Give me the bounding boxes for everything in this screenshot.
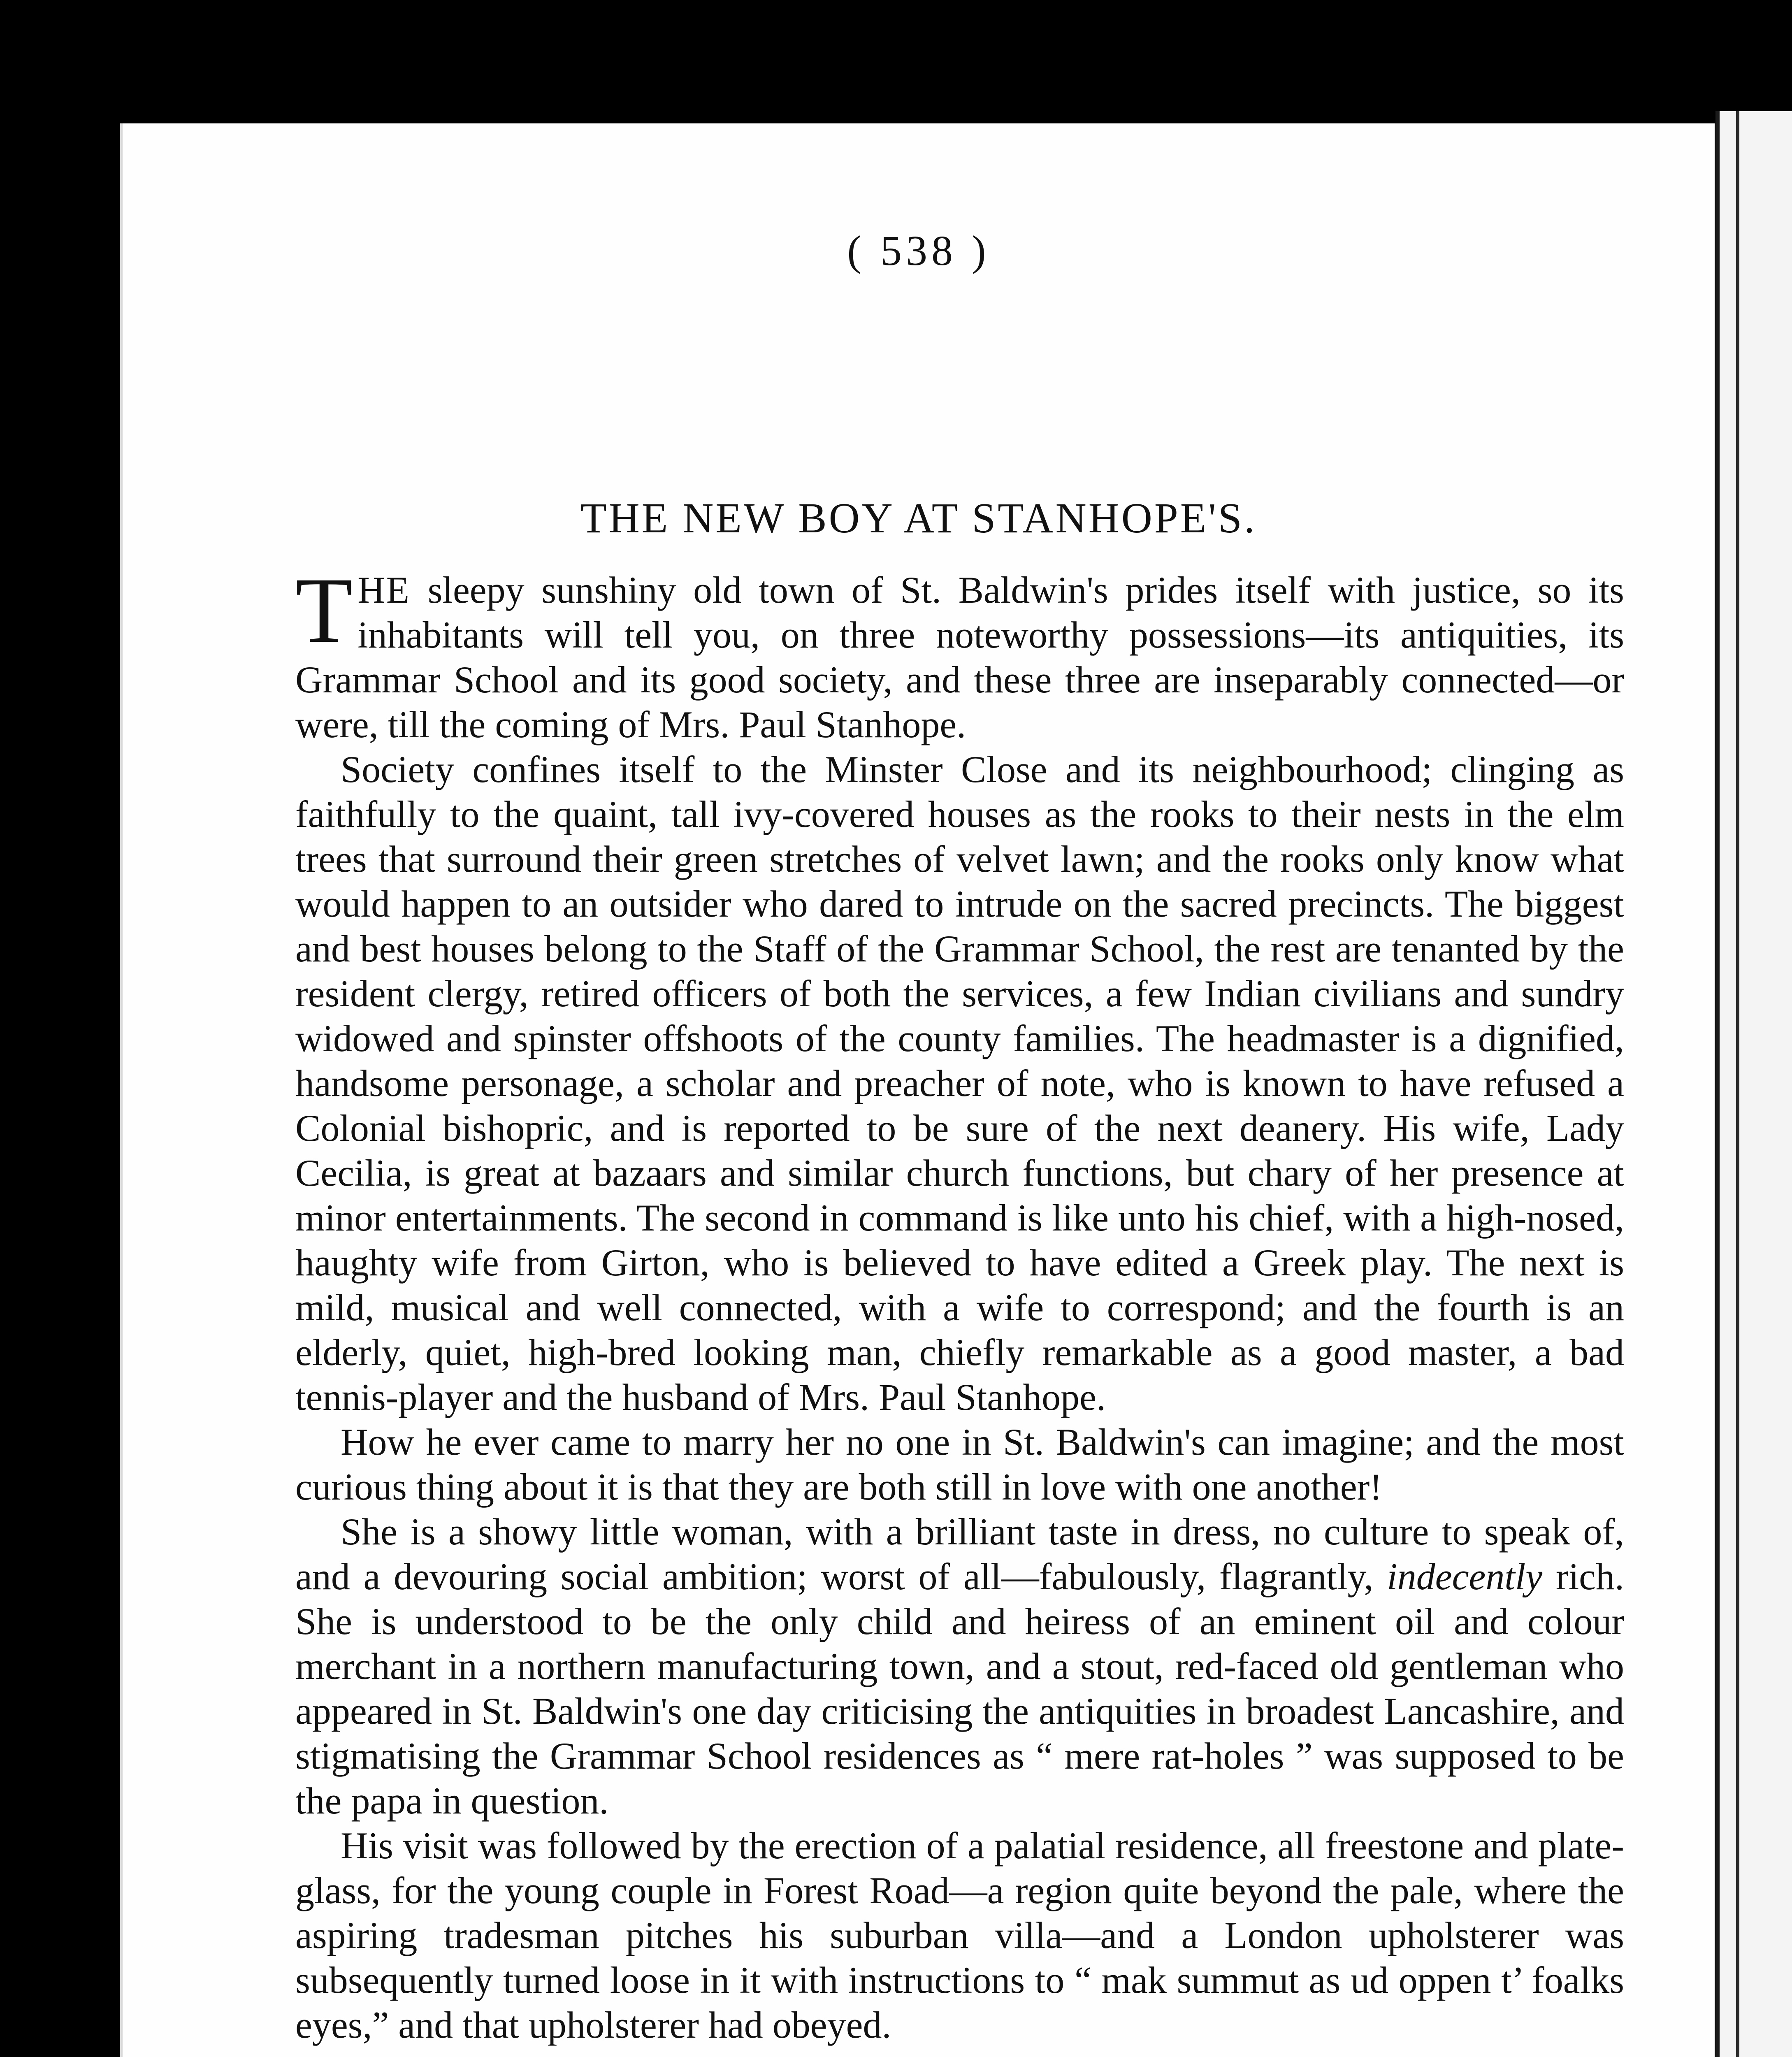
paragraph-4-text-b: rich. She is understood to be the only child and heiress of an eminent oil and colour merchant in a northern manufacturing town, and a stout, red-faced old gentleman who appeared in St. Baldwin's one day criticising the antiquities in broadest Lancashire, and stigmatising the Grammar School residences as “ mere rat-holes ” was supposed to be the papa in question. xyxy=(295,1556,1625,1822)
drop-cap: T xyxy=(295,559,353,662)
paragraph-1 xyxy=(295,559,1624,747)
opening-word: HE xyxy=(357,569,411,611)
paragraph-3: How he ever came to marry her no one in St. Baldwin's can imagine; and the most curious thing about it is that they are both still in love with one another! xyxy=(295,1421,1624,1508)
paragraph-2: Society confines itself to the Minster Close and its neighbourhood; clinging as faithfully to the quaint, tall ivy-covered houses as the rooks to their nests in the elm trees that surround their green stretches of velvet lawn; and the rooks only know what would happen to an outsider who dared to intrude on the sacred precincts. The biggest and best houses belong to the Staff of the Grammar School, the rest are tenanted by the resident clergy, retired officers of both the services, a few Indian civilians and sundry widowed and spinster offshoots of the county families. The headmaster is a dignified, handsome personage, a scholar and preacher of note, who is known to have refused a Colonial bishopric, and is reported to be sure of the next deanery. His wife, Lady Cecilia, is great at bazaars and similar church functions, but chary of her presence at minor entertainments. The second in command is like unto his chief, with a high-nosed, haughty wife from Girton, who is believed to have edited a Greek play. The next is mild, musical and well connected, with a wife to correspond; and the fourth is an elderly, quiet, high-bred looking man, chiefly remarkable as a good master, a bad tennis-player and the husband of Mrs. Paul Stanhope. xyxy=(295,748,1624,1418)
paragraph-5: His visit was followed by the erection of a palatial residence, all freestone and plate-glass, for the young couple in Forest Road—a region quite beyond the pale, where the aspiring tradesman pitches his suburban villa—and a London upholsterer was subsequently turned loose in it with instructions to “ mak summut as ud oppen t’ foalks eyes,” and that upholsterer had obeyed. xyxy=(295,1825,1624,2046)
paragraph-1-text: sleepy sunshiny old town of St. Baldwin's prides itself with justice, so its inhabitants will tell you, on three noteworthy possessions—its antiquities, its Grammar School and its good society, and these three are inseparably connected—or were, till the coming of Mrs. Paul Stanhope. xyxy=(295,569,1624,745)
page-number: ( 538 ) xyxy=(847,227,990,274)
adjacent-page-edge xyxy=(1715,111,1792,2057)
book-page xyxy=(120,123,1715,2057)
paragraph-4-italic: indecently xyxy=(1387,1556,1543,1597)
paragraph-4 xyxy=(295,1509,1624,1823)
story-body xyxy=(295,559,1625,2048)
paragraph-4-text-a: She is a showy little woman, with a brilliant taste in dress, no culture to speak of, and a devouring social ambition; worst of all—fabulously, flagrantly, xyxy=(295,1511,1624,1597)
story-title: THE NEW BOY AT STANHOPE'S. xyxy=(580,495,1257,542)
